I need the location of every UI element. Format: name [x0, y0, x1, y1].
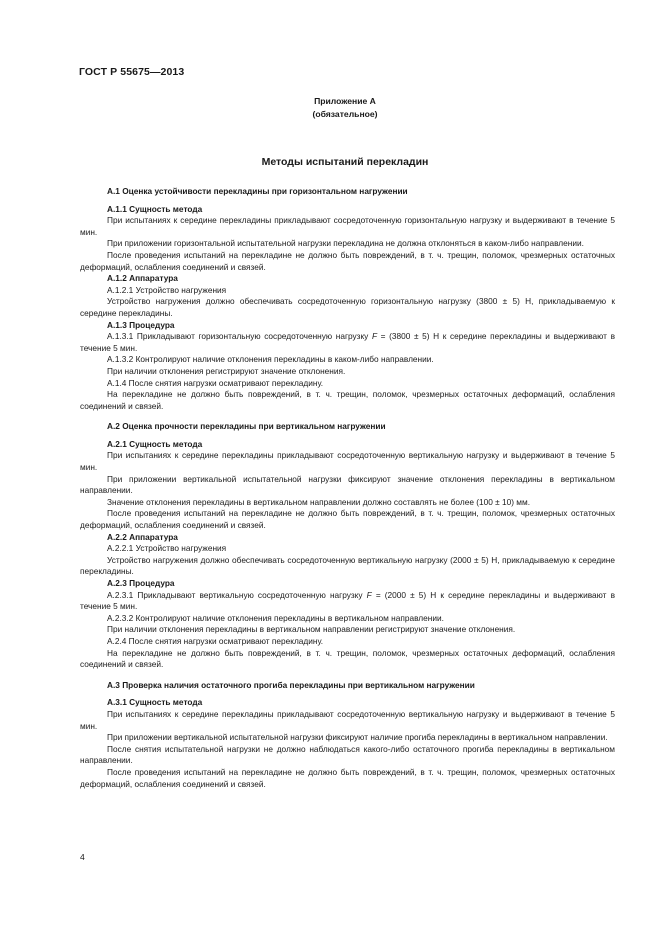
paragraph: А.2.3.2 Контролируют наличие отклонения перекладины в вертикальном направлении.	[107, 612, 444, 623]
document-code: ГОСТ Р 55675—2013	[79, 66, 185, 78]
paragraph: А.2.2.1 Устройство нагружения	[107, 543, 227, 554]
paragraph: На перекладине не должно быть повреждений, в т. ч. трещин, поломок, чрезмерных остаточных деформаций, ослабления соединений и связей.	[80, 389, 615, 411]
paragraph: После снятия испытательной нагрузки не должно наблюдаться какого-либо остаточного прогиба перекладины в вертикальном направлении.	[80, 743, 615, 766]
paragraph: При испытаниях к середине перекладины прикладывают сосредоточенную вертикальную нагрузку и выдерживают в течение 5 мин.	[80, 450, 615, 473]
paragraph: После проведения испытаний на перекладине не должно быть повреждений, в т. ч. трещин, поломок, чрезмерных остаточных деформаций, ослабления соединений и связей.	[80, 249, 615, 272]
subsection-heading-a1-3: А.1.3 Процедура	[107, 319, 175, 330]
paragraph: При наличии отклонения перекладины в вертикальном направлении регистрируют значение отклонения.	[107, 624, 516, 635]
annex-header	[80, 95, 610, 121]
paragraph-text: А.2.3.1 Прикладывают вертикальную сосредоточенную нагрузку	[107, 589, 367, 600]
subsection-heading-a2-1: А.2.1 Сущность метода	[107, 438, 203, 449]
section-heading-a1: А.1 Оценка устойчивости перекладины при горизонтальном нагружении	[107, 186, 408, 196]
paragraph: А.1.2.1 Устройство нагружения	[107, 284, 227, 295]
paragraph-text: = (2000 ± 5) Н к середине перекладины и выдерживают в течение 5 мин.	[80, 589, 616, 612]
subsection-heading-a2-2: А.2.2 Аппаратура	[107, 531, 178, 542]
paragraph: При приложении вертикальной испытательной нагрузки фиксируют значение отклонения перекладины в вертикальном направлении.	[80, 473, 615, 496]
subsection-heading-a2-3: А.2.3 Процедура	[107, 578, 175, 588]
paragraph-text: = (3800 ± 5) Н к середине перекладины и выдерживают в течение 5 мин.	[80, 331, 615, 353]
paragraph: Устройство нагружения должно обеспечивать сосредоточенную горизонтальную нагрузку (3800 ± 5) Н, прикладываемую к середине перекладины.	[80, 296, 615, 318]
section-heading-a2: А.2 Оценка прочности перекладины при вертикальном нагружении	[107, 421, 386, 432]
force-symbol: F	[371, 331, 378, 342]
paragraph: А.1.4 После снятия нагрузки осматривают перекладину.	[107, 377, 324, 388]
page-number: 4	[80, 852, 85, 862]
paragraph	[80, 331, 615, 354]
paragraph: При приложении горизонтальной испытательной нагрузки перекладина не должна отклоняться в каком-либо направлении.	[107, 238, 584, 249]
paragraph: При приложении вертикальной испытательной нагрузки фиксируют наличие прогиба перекладины в вертикальном направлении.	[107, 732, 608, 743]
subsection-heading-a1-1: А.1.1 Сущность метода	[107, 203, 203, 214]
paragraph: При испытаниях к середине перекладины прикладывают сосредоточенную вертикальную нагрузку и выдерживают в течение 5 мин.	[80, 708, 615, 731]
paragraph: А.1.3.2 Контролируют наличие отклонения перекладины в каком-либо направлении.	[107, 354, 434, 365]
paragraph: Значение отклонения перекладины в вертикальном направлении должно составлять не более (100 ± 10) мм.	[107, 496, 531, 507]
section-heading-a3: А.3 Проверка наличия остаточного прогиба перекладины при вертикальном нагружении	[107, 679, 475, 690]
paragraph: На перекладине не должно быть повреждений, в т. ч. трещин, поломок, чрезмерных остаточных деформаций, ослабления соединений и связей.	[80, 647, 615, 670]
paragraph: При наличии отклонения регистрируют значение отклонения.	[107, 365, 346, 376]
annex-status: (обязательное)	[312, 109, 378, 119]
annex-label: Приложение А	[314, 96, 376, 106]
subsection-heading-a1-2: А.1.2 Аппаратура	[107, 273, 178, 284]
subsection-heading-a3-1: А.3.1 Сущность метода	[107, 697, 203, 708]
annex-title: Методы испытаний перекладин	[261, 156, 429, 168]
paragraph-text: А.1.3.1 Прикладывают горизонтальную сосредоточенную нагрузку	[107, 331, 372, 342]
document-body	[80, 184, 615, 790]
paragraph: После проведения испытаний на перекладине не должно быть повреждений, в т. ч. трещин, поломок, чрезмерных остаточных деформаций, ослабления соединений и связей.	[80, 508, 615, 531]
force-symbol: F	[366, 589, 372, 600]
paragraph: Устройство нагружения должно обеспечивать сосредоточенную вертикальную нагрузку (2000 ± 5) Н, прикладываемую к середине перекладины.	[80, 554, 615, 577]
paragraph: При испытаниях к середине перекладины прикладывают сосредоточенную горизонтальную нагрузку и выдерживают в течение 5 мин.	[80, 215, 615, 237]
paragraph: После проведения испытаний на перекладине не должно быть повреждений, в т. ч. трещин, поломок, чрезмерных остаточных деформаций, ослабления соединений и связей.	[80, 766, 615, 789]
paragraph	[80, 590, 615, 613]
paragraph: А.2.4 После снятия нагрузки осматривают перекладину.	[107, 635, 324, 646]
